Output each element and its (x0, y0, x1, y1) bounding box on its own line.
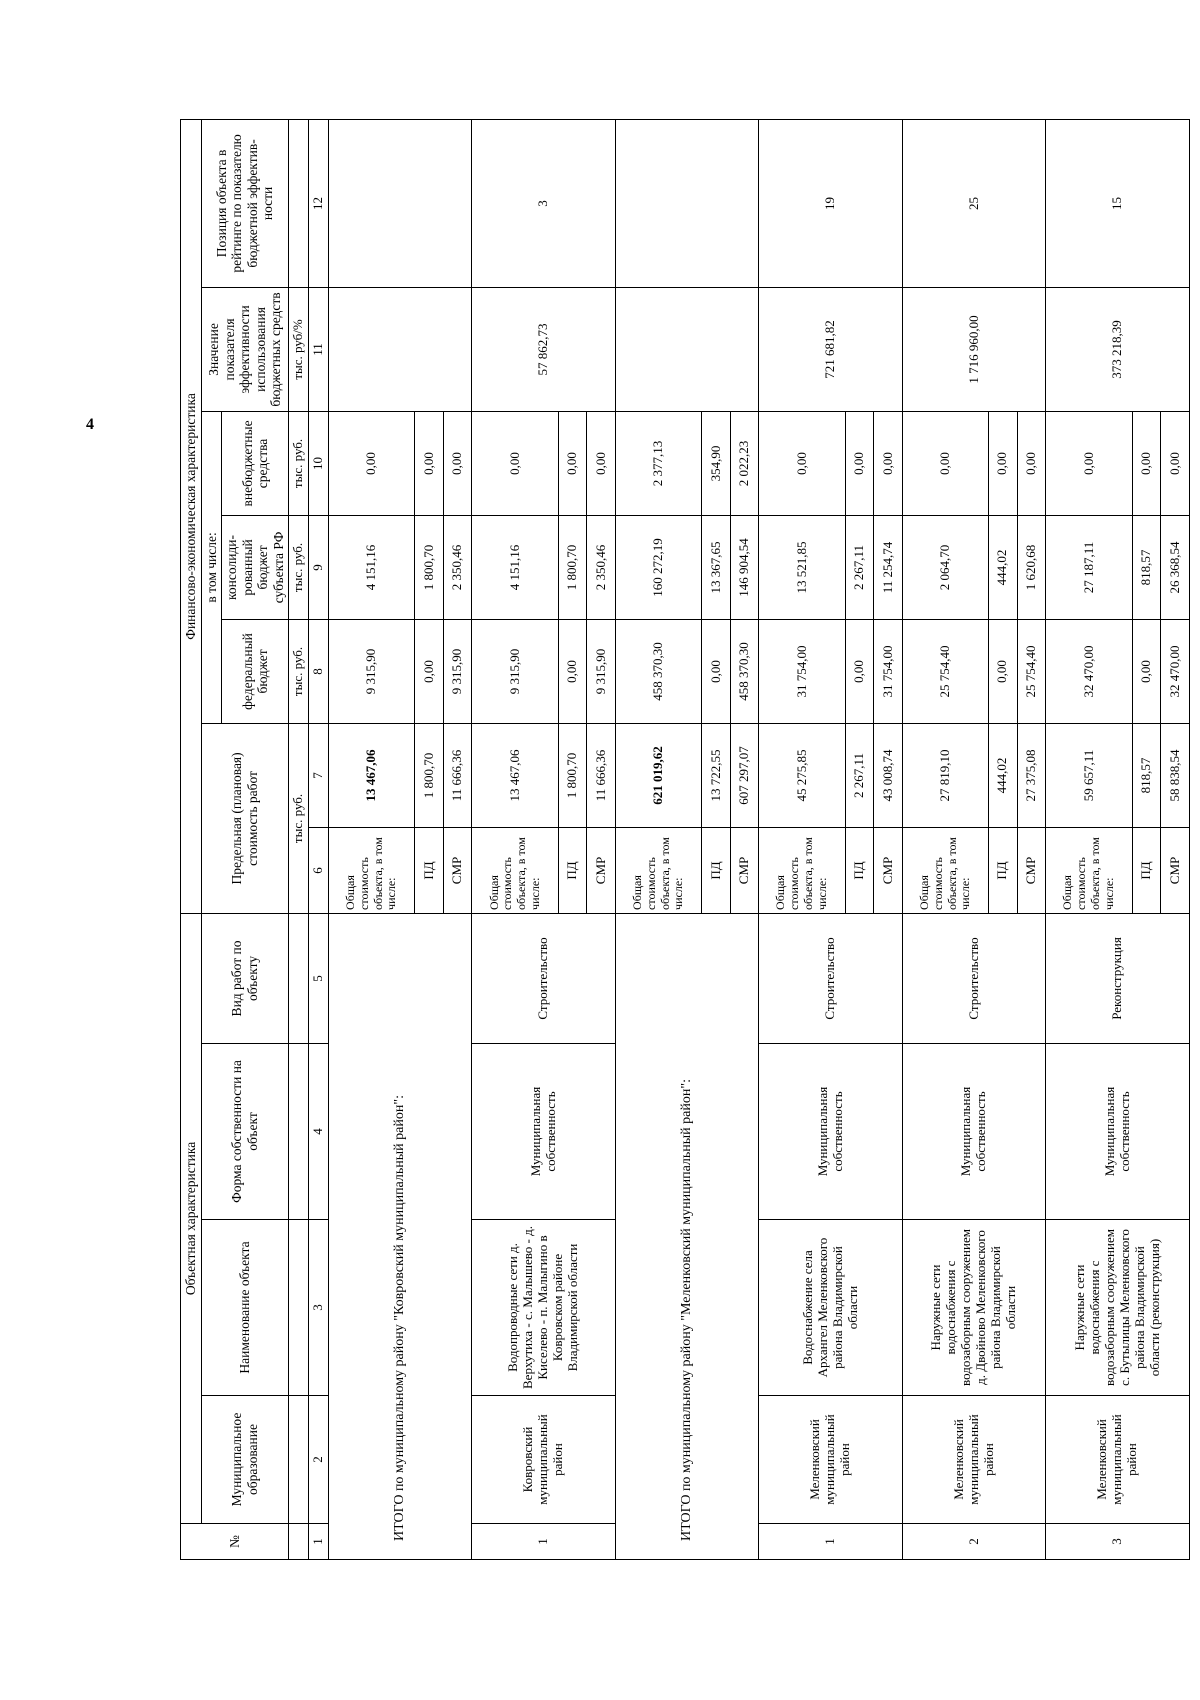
units-row (289, 119, 309, 1559)
object-row (902, 119, 988, 1559)
cell-value: 45 275,85 (759, 723, 845, 827)
cell-value: 31 754,00 (759, 619, 845, 723)
cell-value: 458 370,30 (615, 619, 701, 723)
cell-value: 0,00 (587, 411, 616, 515)
header-consolidated: консолиди-рованный бюджет субъекта РФ (222, 515, 289, 619)
cell-value: 0,00 (989, 619, 1018, 723)
header-row-1 (181, 119, 202, 1559)
cell-value: 1 800,70 (558, 515, 587, 619)
total-label-melenki: ИТОГО по муниципальному району "Меленковский муниципальный район": (615, 913, 758, 1559)
col-num: 2 (309, 1396, 329, 1524)
header-municipality: Муниципальное образование (201, 1396, 289, 1524)
object-efficiency: 1 716 960,00 (902, 287, 1045, 411)
sub-label-smr: СМР (1161, 827, 1190, 913)
cell-value: 1 620,68 (1017, 515, 1046, 619)
cell-value: 2 350,46 (443, 515, 472, 619)
cell-value: 0,00 (415, 411, 444, 515)
sub-label-pd: ПД (1132, 827, 1161, 913)
cell-value: 0,00 (558, 411, 587, 515)
object-ownership: Муниципальная собственность (472, 1044, 615, 1220)
col-num: 3 (309, 1220, 329, 1396)
column-numbers-row (309, 119, 329, 1559)
sub-label-total: Общая стоимость объекта, в том числе: (759, 827, 845, 913)
object-row (472, 119, 558, 1559)
header-including: в том числе: (201, 411, 222, 723)
cell-value: 13 467,06 (328, 723, 414, 827)
cell-value: 0,00 (845, 411, 874, 515)
object-position: 15 (1046, 119, 1190, 287)
col-num: 9 (309, 515, 329, 619)
object-name: Наружные сети водоснабжения с водозаборным сооружением д. Двойново Меленковского района Владимирской области (902, 1220, 1045, 1396)
total-row-kovrov (328, 119, 414, 1559)
cell-value: 13 467,06 (472, 723, 558, 827)
cell-value: 32 470,00 (1046, 619, 1132, 723)
page-number: 4 (86, 416, 94, 433)
cell-value: 13 722,55 (702, 723, 731, 827)
object-work-type: Реконструкция (1046, 913, 1190, 1043)
object-position: 19 (759, 119, 902, 287)
sub-label-pd: ПД (989, 827, 1018, 913)
object-row (1046, 119, 1132, 1559)
header-efficiency: Значение показателя эффективности использования бюджетных средств (201, 287, 289, 411)
col-num: 7 (309, 723, 329, 827)
object-municipality: Меленковский муниципальный район (902, 1396, 1045, 1524)
object-position: 25 (902, 119, 1045, 287)
cell-value: 11 666,36 (587, 723, 616, 827)
object-municipality: Меленковский муниципальный район (759, 1396, 902, 1524)
cell-value: 13 521,85 (759, 515, 845, 619)
cell-value: 818,57 (1132, 723, 1161, 827)
col-num: 8 (309, 619, 329, 723)
object-efficiency: 721 681,82 (759, 287, 902, 411)
cell-value: 354,90 (702, 411, 731, 515)
col-num: 4 (309, 1044, 329, 1220)
cell-value: 0,00 (1161, 411, 1190, 515)
cell-value: 9 315,90 (472, 619, 558, 723)
object-no: 1 (472, 1524, 615, 1560)
cell-value: 2 022,23 (730, 411, 759, 515)
col-num: 11 (309, 287, 329, 411)
header-federal: федеральный бюджет (222, 619, 289, 723)
cell-value: 0,00 (1132, 411, 1161, 515)
unit-efficiency: тыс. руб/% (289, 287, 309, 411)
header-cost: Предельная (плановая) стоимость работ (201, 723, 289, 913)
unit-cost: тыс. руб. (289, 723, 309, 913)
cell-value: 444,02 (989, 515, 1018, 619)
cell-value: 4 151,16 (328, 515, 414, 619)
object-ownership: Муниципальная собственность (759, 1044, 902, 1220)
sub-label-pd: ПД (845, 827, 874, 913)
sub-label-total: Общая стоимость объекта, в том числе: (615, 827, 701, 913)
header-row-2 (201, 119, 222, 1559)
object-work-type: Строительство (472, 913, 615, 1043)
cell-value: 2 350,46 (587, 515, 616, 619)
cell-value: 621 019,62 (615, 723, 701, 827)
cell-value: 0,00 (1046, 411, 1132, 515)
cell-value: 0,00 (415, 619, 444, 723)
cell-value: 0,00 (1132, 619, 1161, 723)
header-no: № (181, 1524, 289, 1560)
cell-value: 0,00 (702, 619, 731, 723)
col-num: 12 (309, 119, 329, 287)
cell-value: 0,00 (874, 411, 903, 515)
cell-value: 59 657,11 (1046, 723, 1132, 827)
col-num: 10 (309, 411, 329, 515)
object-efficiency: 57 862,73 (472, 287, 615, 411)
object-name: Водоснабжение села Архангел Меленковского района Владимирской области (759, 1220, 902, 1396)
col-num: 5 (309, 913, 329, 1043)
header-financial-characteristic: Финансово-экономическая характеристика (181, 119, 202, 913)
total-row-melenki (615, 119, 701, 1559)
total-label-kovrov: ИТОГО по муниципальному району "Ковровский муниципальный район": (328, 913, 471, 1559)
cell-value: 458 370,30 (730, 619, 759, 723)
cell-value: 13 367,65 (702, 515, 731, 619)
header-extrabudget: внебюджетные средства (222, 411, 289, 515)
cell-value: 9 315,90 (328, 619, 414, 723)
cell-value: 27 375,08 (1017, 723, 1046, 827)
cell-value: 818,57 (1132, 515, 1161, 619)
cell-value: 43 008,74 (874, 723, 903, 827)
cell-value: 31 754,00 (874, 619, 903, 723)
cell-value: 9 315,90 (443, 619, 472, 723)
cell-value: 11 254,74 (874, 515, 903, 619)
cell-value: 0,00 (845, 619, 874, 723)
sub-label-smr: СМР (587, 827, 616, 913)
header-ownership: Форма собственности на объект (201, 1044, 289, 1220)
object-work-type: Строительство (759, 913, 902, 1043)
sub-label-pd: ПД (702, 827, 731, 913)
cell-value: 146 904,54 (730, 515, 759, 619)
cell-value: 444,02 (989, 723, 1018, 827)
object-no: 2 (902, 1524, 1045, 1560)
object-municipality: Ковровский муниципальный район (472, 1396, 615, 1524)
unit-consolidated: тыс. руб. (289, 515, 309, 619)
unit-federal: тыс. руб. (289, 619, 309, 723)
col-num: 1 (309, 1524, 329, 1560)
object-ownership: Муниципальная собственность (902, 1044, 1045, 1220)
cell-value: 0,00 (443, 411, 472, 515)
header-object-name: Наименование объекта (201, 1220, 289, 1396)
cell-value: 26 368,54 (1161, 515, 1190, 619)
cell-value: 32 470,00 (1161, 619, 1190, 723)
cell-value: 1 800,70 (415, 723, 444, 827)
cell-value: 0,00 (902, 411, 988, 515)
header-position: Позиция объекта в рейтинге по показателю бюджетной эффектив-ности (201, 119, 289, 287)
sub-label-smr: СМР (443, 827, 472, 913)
sub-label-smr: СМР (730, 827, 759, 913)
cell-value: 0,00 (472, 411, 558, 515)
cell-value: 2 267,11 (845, 515, 874, 619)
cell-value: 4 151,16 (472, 515, 558, 619)
object-position: 3 (472, 119, 615, 287)
cell-value: 1 800,70 (415, 515, 444, 619)
object-efficiency: 373 218,39 (1046, 287, 1190, 411)
cell-value: 0,00 (1017, 411, 1046, 515)
cell-value: 1 800,70 (558, 723, 587, 827)
object-ownership: Муниципальная собственность (1046, 1044, 1190, 1220)
object-municipality: Меленковский муниципальный район (1046, 1396, 1190, 1524)
col-num: 6 (309, 827, 329, 913)
cell-value: 11 666,36 (443, 723, 472, 827)
cell-value: 0,00 (989, 411, 1018, 515)
object-no: 1 (759, 1524, 902, 1560)
sub-label-total: Общая стоимость объекта, в том числе: (902, 827, 988, 913)
cell-value: 27 187,11 (1046, 515, 1132, 619)
cell-value: 2 267,11 (845, 723, 874, 827)
header-object-characteristic: Объектная характеристика (181, 913, 202, 1523)
object-name: Наружные сети водоснабжения с водозаборным сооружением с. Бутылицы Меленковского района Владимирской области (реконструкция) (1046, 1220, 1190, 1396)
sub-label-pd: ПД (558, 827, 587, 913)
cell-value: 25 754,40 (902, 619, 988, 723)
sub-label-smr: СМР (1017, 827, 1046, 913)
rotated-table-wrapper (180, 120, 1190, 1560)
sub-label-total: Общая стоимость объекта, в том числе: (1046, 827, 1132, 913)
cell-value: 27 819,10 (902, 723, 988, 827)
object-name: Водопроводные сети д. Верхутиха - с. Малышево - д. Киселево - п. Малыгино в Ковровском районе Владимирской области (472, 1220, 615, 1396)
cell-value: 25 754,40 (1017, 619, 1046, 723)
object-row (759, 119, 845, 1559)
sub-label-smr: СМР (874, 827, 903, 913)
object-work-type: Строительство (902, 913, 1045, 1043)
cell-value: 2 377,13 (615, 411, 701, 515)
cell-value: 0,00 (759, 411, 845, 515)
cell-value: 2 064,70 (902, 515, 988, 619)
cell-value: 0,00 (558, 619, 587, 723)
cell-value: 58 838,54 (1161, 723, 1190, 827)
financial-table (180, 119, 1190, 1560)
header-work-type: Вид работ по объекту (201, 913, 289, 1043)
cell-value: 160 272,19 (615, 515, 701, 619)
cell-value: 0,00 (328, 411, 414, 515)
unit-extrabudget: тыс. руб. (289, 411, 309, 515)
sub-label-pd: ПД (415, 827, 444, 913)
cell-value: 607 297,07 (730, 723, 759, 827)
cell-value: 9 315,90 (587, 619, 616, 723)
object-no: 3 (1046, 1524, 1190, 1560)
sub-label-total: Общая стоимость объекта, в том числе: (328, 827, 414, 913)
sub-label-total: Общая стоимость объекта, в том числе: (472, 827, 558, 913)
